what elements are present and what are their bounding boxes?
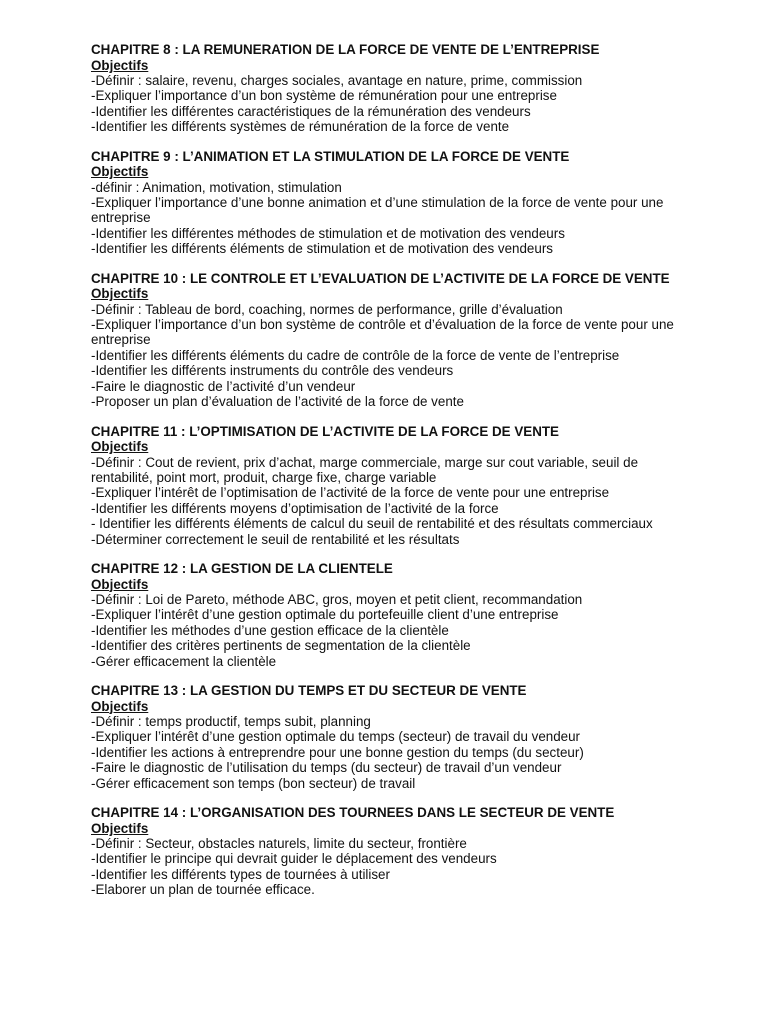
chapter-section (91, 561, 691, 669)
objective-item: -Identifier les actions à entreprendre pour une bonne gestion du temps (du secteur) (91, 744, 584, 760)
objective-item: - Identifier les différents éléments de calcul du seuil de rentabilité et des résultats commerciaux (91, 516, 653, 532)
objective-item: -Identifier les différents systèmes de rémunération de la force de vente (91, 119, 510, 135)
objective-item: -Expliquer l’intérêt de l’optimisation de l’activité de la force de vente pour une entreprise (91, 485, 610, 501)
objective-item: -Définir : Tableau de bord, coaching, normes de performance, grille d’évaluation (91, 301, 563, 317)
objective-item: -Expliquer l’importance d’un bon système de rémunération pour une entreprise (91, 88, 557, 104)
objectives-list (91, 714, 691, 791)
objective-item: -Identifier les différents types de tournées à utiliser (91, 866, 390, 882)
objectives-heading: Objectifs (91, 164, 149, 180)
chapter-title: CHAPITRE 14 : L’ORGANISATION DES TOURNEES DANS LE SECTEUR DE VENTE (91, 805, 615, 820)
objective-item: -Identifier les différents instruments du contrôle des vendeurs (91, 363, 454, 379)
chapter-title: CHAPITRE 10 : LE CONTROLE ET L’EVALUATION DE L’ACTIVITE DE LA FORCE DE VENTE (91, 270, 670, 286)
objective-item: -Expliquer l’importance d’une bonne animation et d’une stimulation de la force de vente pour une entreprise (91, 195, 664, 226)
objective-item: -Définir : temps productif, temps subit, planning (91, 713, 371, 729)
chapter-title: CHAPITRE 8 : LA REMUNERATION DE LA FORCE DE VENTE DE L’ENTREPRISE (91, 42, 600, 57)
objective-item: -Identifier les différents éléments de stimulation et de motivation des vendeurs (91, 241, 553, 257)
objective-item: -Identifier les différentes caractéristiques de la rémunération des vendeurs (91, 103, 531, 119)
objective-item: -Faire le diagnostic de l’utilisation du temps (du secteur) de travail d’un vendeur (91, 760, 562, 776)
objective-item: -Gérer efficacement son temps (bon secteur) de travail (91, 775, 416, 791)
objective-item: -Expliquer l’importance d’un bon système de contrôle et d’évaluation de la force de vente pour une entreprise (91, 317, 674, 348)
objective-item: -Identifier les différentes méthodes de stimulation et de motivation des vendeurs (91, 225, 565, 241)
objective-item: -Définir : Loi de Pareto, méthode ABC, gros, moyen et petit client, recommandation (91, 591, 583, 607)
objective-item: -Identifier le principe qui devrait guider le déplacement des vendeurs (91, 851, 497, 867)
objective-item: -Expliquer l’intérêt d’une gestion optimale du temps (secteur) de travail du vendeur (91, 729, 581, 745)
objective-item: -Proposer un plan d’évaluation de l’activité de la force de vente (91, 394, 464, 410)
objectives-list (91, 592, 691, 669)
objective-item: -Expliquer l’intérêt d’une gestion optimale du portefeuille client d’une entreprise (91, 607, 559, 623)
objective-item: -Faire le diagnostic de l’activité d’un vendeur (91, 378, 356, 394)
chapter-section (91, 805, 691, 898)
objectives-list (91, 455, 691, 547)
objectives-list (91, 836, 691, 898)
objective-item: -Elaborer un plan de tournée efficace. (91, 882, 315, 898)
chapter-title: CHAPITRE 13 : LA GESTION DU TEMPS ET DU SECTEUR DE VENTE (91, 682, 527, 698)
objective-item: -Identifier des critères pertinents de segmentation de la clientèle (91, 638, 471, 654)
document-page (91, 42, 691, 912)
chapter-section (91, 42, 691, 135)
objective-item: -Identifier les différents moyens d’optimisation de l’activité de la force (91, 500, 499, 516)
objectives-list (91, 73, 691, 135)
objectives-list (91, 180, 691, 257)
objective-item: -Identifier les méthodes d’une gestion efficace de la clientèle (91, 622, 449, 638)
objective-item: -Déterminer correctement le seuil de rentabilité et les résultats (91, 531, 460, 547)
chapter-section (91, 683, 691, 791)
chapter-section (91, 271, 691, 410)
objective-item: -Définir : Cout de revient, prix d’achat, marge commerciale, marge sur cout variable, seuil de rentabilité, point mort, produit, charge fixe, charge variable (91, 454, 639, 485)
objectives-list (91, 302, 691, 410)
objective-item: -Définir : Secteur, obstacles naturels, limite du secteur, frontière (91, 836, 467, 851)
objective-item: -Gérer efficacement la clientèle (91, 653, 277, 669)
chapter-section (91, 424, 691, 547)
chapter-title: CHAPITRE 9 : L’ANIMATION ET LA STIMULATION DE LA FORCE DE VENTE (91, 148, 570, 164)
objectives-heading: Objectifs (91, 57, 149, 73)
objectives-heading: Objectifs (91, 698, 149, 714)
objective-item: -Définir : salaire, revenu, charges sociales, avantage en nature, prime, commission (91, 73, 583, 88)
chapter-section (91, 149, 691, 257)
chapter-title: CHAPITRE 11 : L’OPTIMISATION DE L’ACTIVITE DE LA FORCE DE VENTE (91, 423, 559, 439)
objectives-heading: Objectifs (91, 820, 149, 836)
objectives-heading: Objectifs (91, 286, 149, 302)
objective-item: -Identifier les différents éléments du cadre de contrôle de la force de vente de l’entreprise (91, 347, 620, 363)
objective-item: -définir : Animation, motivation, stimulation (91, 179, 342, 195)
objectives-heading: Objectifs (91, 576, 149, 592)
chapter-title: CHAPITRE 12 : LA GESTION DE LA CLIENTELE (91, 560, 393, 576)
objectives-heading: Objectifs (91, 439, 149, 455)
